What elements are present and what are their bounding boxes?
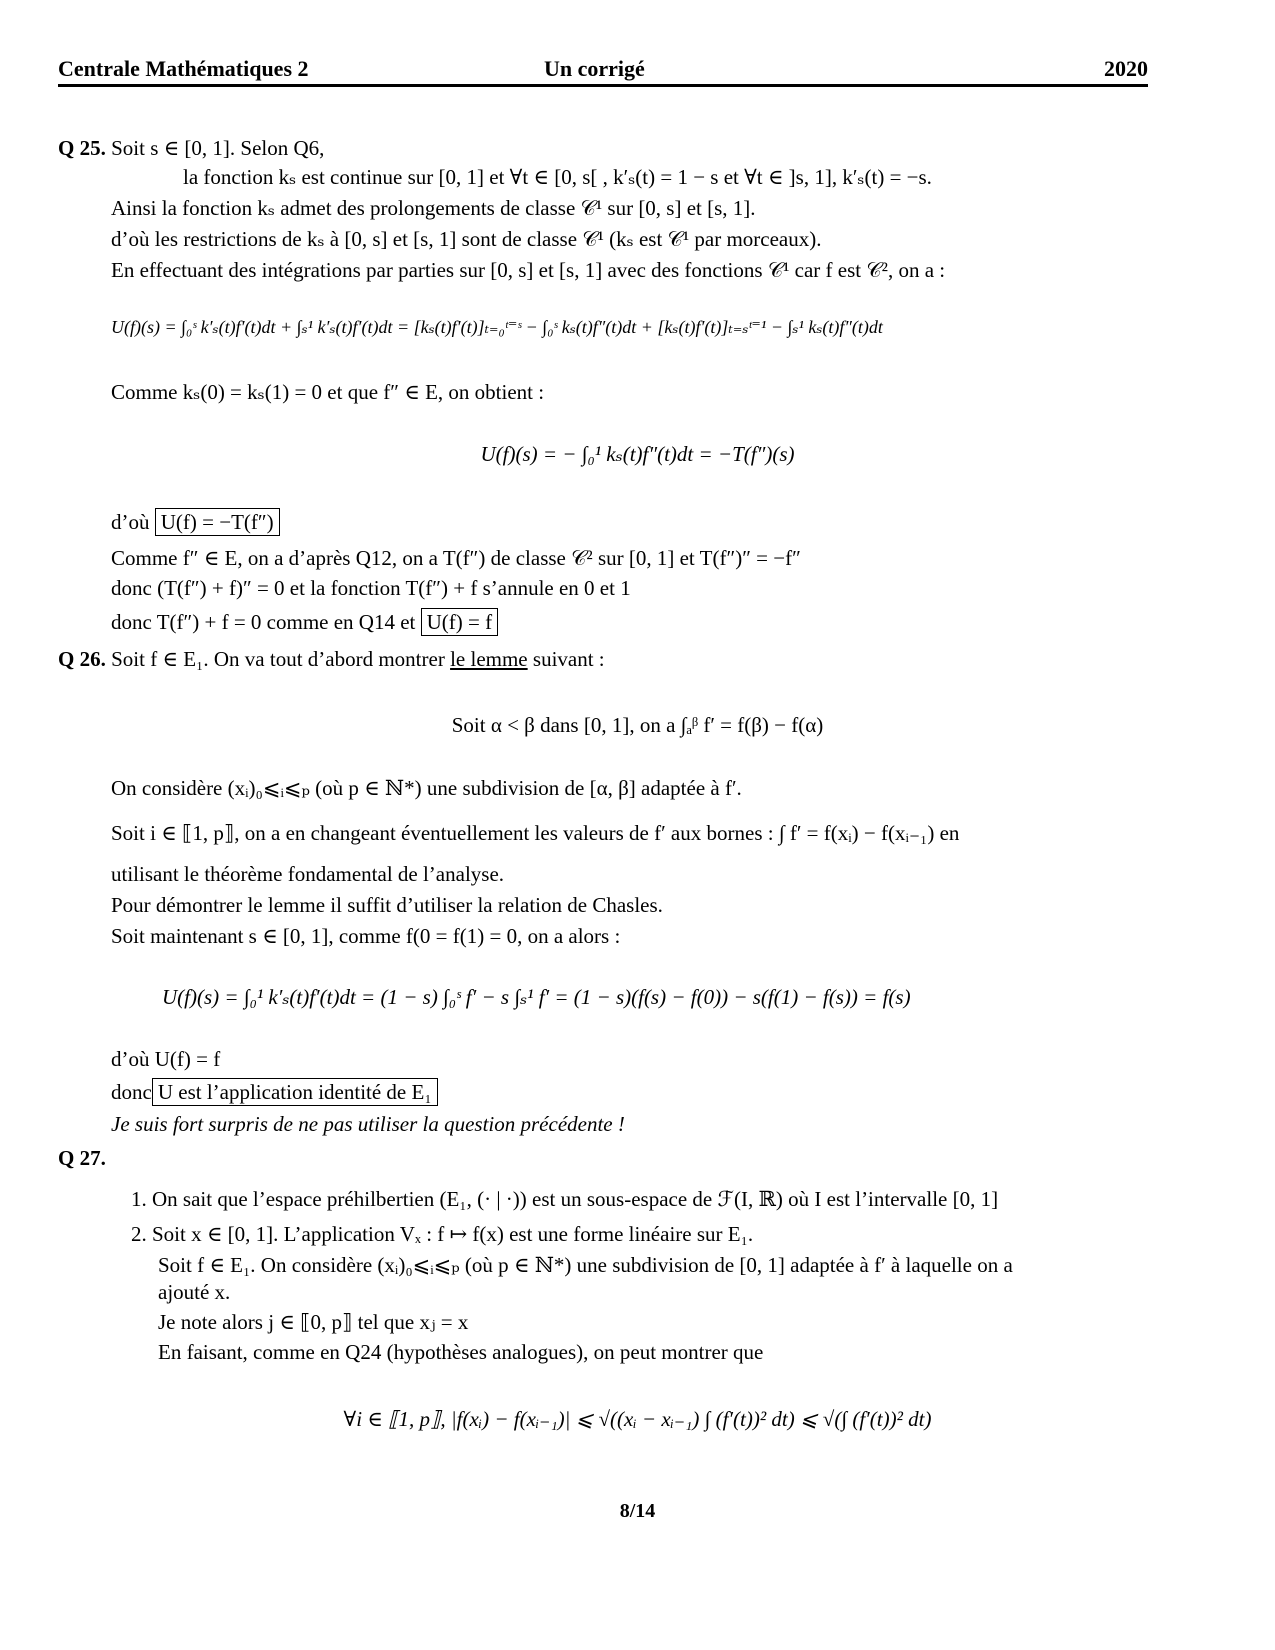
q27-item2: 2. Soit x ∈ [0, 1]. L’application Vₓ : f ↦ f(x) est une forme linéaire sur E₁. xyxy=(131,1222,754,1246)
q25-intro: Soit s ∈ [0, 1]. Selon Q6, xyxy=(111,136,325,160)
q26-line6: d’où U(f) = f xyxy=(111,1047,221,1071)
q26-line4: Pour démontrer le lemme il suffit d’utiliser la relation de Chasles. xyxy=(111,893,663,917)
page-number: 8/14 xyxy=(619,1500,656,1522)
header-right: 2020 xyxy=(1104,56,1148,81)
q25-label: Q 25. xyxy=(58,136,106,160)
q25-result-box: U(f) = −T(f″) xyxy=(155,508,280,536)
q26-equation: U(f)(s) = ∫₀¹ k′ₛ(t)f′(t)dt = (1 − s) ∫₀ˢ f′ − s ∫ₛ¹ f′ = (1 − s)(f(s) − f(0)) − s(f(1) − f(s)) = f(s) xyxy=(162,985,911,1009)
q27-equation: ∀i ∈ ⟦1, p⟧, |f(xᵢ) − f(xᵢ₋₁)| ⩽ √((xᵢ − xᵢ₋₁) ∫ (f′(t))² dt) ⩽ √(∫ (f′(t))² dt) xyxy=(343,1407,932,1431)
q26-line7-text: donc xyxy=(111,1080,152,1104)
header-center: Un corrigé xyxy=(544,56,645,81)
header-left: Centrale Mathématiques 2 xyxy=(58,56,309,81)
q26-line1: On considère (xᵢ)₀⩽ᵢ⩽ₚ (où p ∈ ℕ*) une subdivision de [α, β] adaptée à f′. xyxy=(111,776,742,800)
q27-item1: 1. On sait que l’espace préhilbertien (E₁, (· | ·)) est un sous-espace de ℱ(I, ℝ) où I est l’intervalle [0, 1] xyxy=(131,1187,999,1211)
q25-line1: la fonction kₛ est continue sur [0, 1] et ∀t ∈ [0, s[ , k′ₛ(t) = 1 − s et ∀t ∈ ]s, 1], k′ₛ(t) = −s. xyxy=(183,165,932,189)
q26-line2: Soit i ∈ ⟦1, p⟧, on a en changeant éventuellement les valeurs de f′ aux bornes : ∫ f′ = f(xᵢ) − f(xᵢ₋₁) en xyxy=(111,821,960,845)
q27-label: Q 27. xyxy=(58,1146,106,1170)
q26-result-box: U est l’application identité de E₁ xyxy=(152,1078,438,1106)
q26-line5: Soit maintenant s ∈ [0, 1], comme f(0 = f(1) = 0, on a alors : xyxy=(111,924,621,948)
q25-line6-text: d’où xyxy=(111,510,150,534)
q25-intro-line xyxy=(58,136,324,161)
q26-intro-a: Soit f ∈ E₁. On va tout d’abord montrer xyxy=(111,647,445,671)
q27-item2-line4: Je note alors j ∈ ⟦0, p⟧ tel que xⱼ = x xyxy=(158,1310,469,1334)
page-header xyxy=(58,54,1148,87)
q26-line3: utilisant le théorème fondamental de l’analyse. xyxy=(111,862,505,886)
q25-line8: donc (T(f″) + f)″ = 0 et la fonction T(f″) + f s’annule en 0 et 1 xyxy=(111,576,631,600)
q25-final-box: U(f) = f xyxy=(421,608,498,636)
q25-equation1: U(f)(s) = ∫₀ˢ k′ₛ(t)f′(t)dt + ∫ₛ¹ k′ₛ(t)f′(t)dt = [kₛ(t)f′(t)]ₜ₌₀ᵗ⁼ˢ − ∫₀ˢ kₛ(t)f″(t)dt + [kₛ(t)f′(t)]ₜ₌ₛᵗ⁼¹ − ∫ₛ¹ kₛ(t)f″(t)dt xyxy=(111,317,883,337)
q27-item2-line2: Soit f ∈ E₁. On considère (xᵢ)₀⩽ᵢ⩽ₚ (où p ∈ ℕ*) une subdivision de [0, 1] adaptée à f′ à laquelle on a xyxy=(158,1253,1013,1277)
q26-lemma: Soit α < β dans [0, 1], on a ∫ₐᵝ f′ = f(β) − f(α) xyxy=(451,713,824,737)
q25-line6 xyxy=(111,510,280,535)
q25-line4: En effectuant des intégrations par parties sur [0, s] et [s, 1] avec des fonctions 𝒞¹ car f est 𝒞², on a : xyxy=(111,258,946,282)
q25-line2: Ainsi la fonction kₛ admet des prolongements de classe 𝒞¹ sur [0, s] et [s, 1]. xyxy=(111,196,756,220)
q26-remark: Je suis fort surpris de ne pas utiliser la question précédente ! xyxy=(111,1112,625,1136)
q26-label: Q 26. xyxy=(58,647,106,671)
q25-equation2: U(f)(s) = − ∫₀¹ kₛ(t)f″(t)dt = −T(f″)(s) xyxy=(480,442,795,466)
q25-line3: d’où les restrictions de kₛ à [0, s] et [s, 1] sont de classe 𝒞¹ (kₛ est 𝒞¹ par morceaux). xyxy=(111,227,822,251)
q25-line9 xyxy=(111,610,498,635)
q27-item2-line3: ajouté x. xyxy=(158,1280,231,1304)
q25-line7: Comme f″ ∈ E, on a d’après Q12, on a T(f″) de classe 𝒞² sur [0, 1] et T(f″)″ = −f″ xyxy=(111,546,801,570)
q25-line5: Comme kₛ(0) = kₛ(1) = 0 et que f″ ∈ E, on obtient : xyxy=(111,380,545,404)
q26-line7 xyxy=(111,1080,438,1105)
q26-intro-line xyxy=(58,647,605,672)
q26-intro-underlined: le lemme xyxy=(450,647,528,671)
q27-item2-line5: En faisant, comme en Q24 (hypothèses analogues), on peut montrer que xyxy=(158,1340,764,1364)
q26-intro-b: suivant : xyxy=(532,647,605,671)
q25-line9-text: donc T(f″) + f = 0 comme en Q14 et xyxy=(111,610,416,634)
